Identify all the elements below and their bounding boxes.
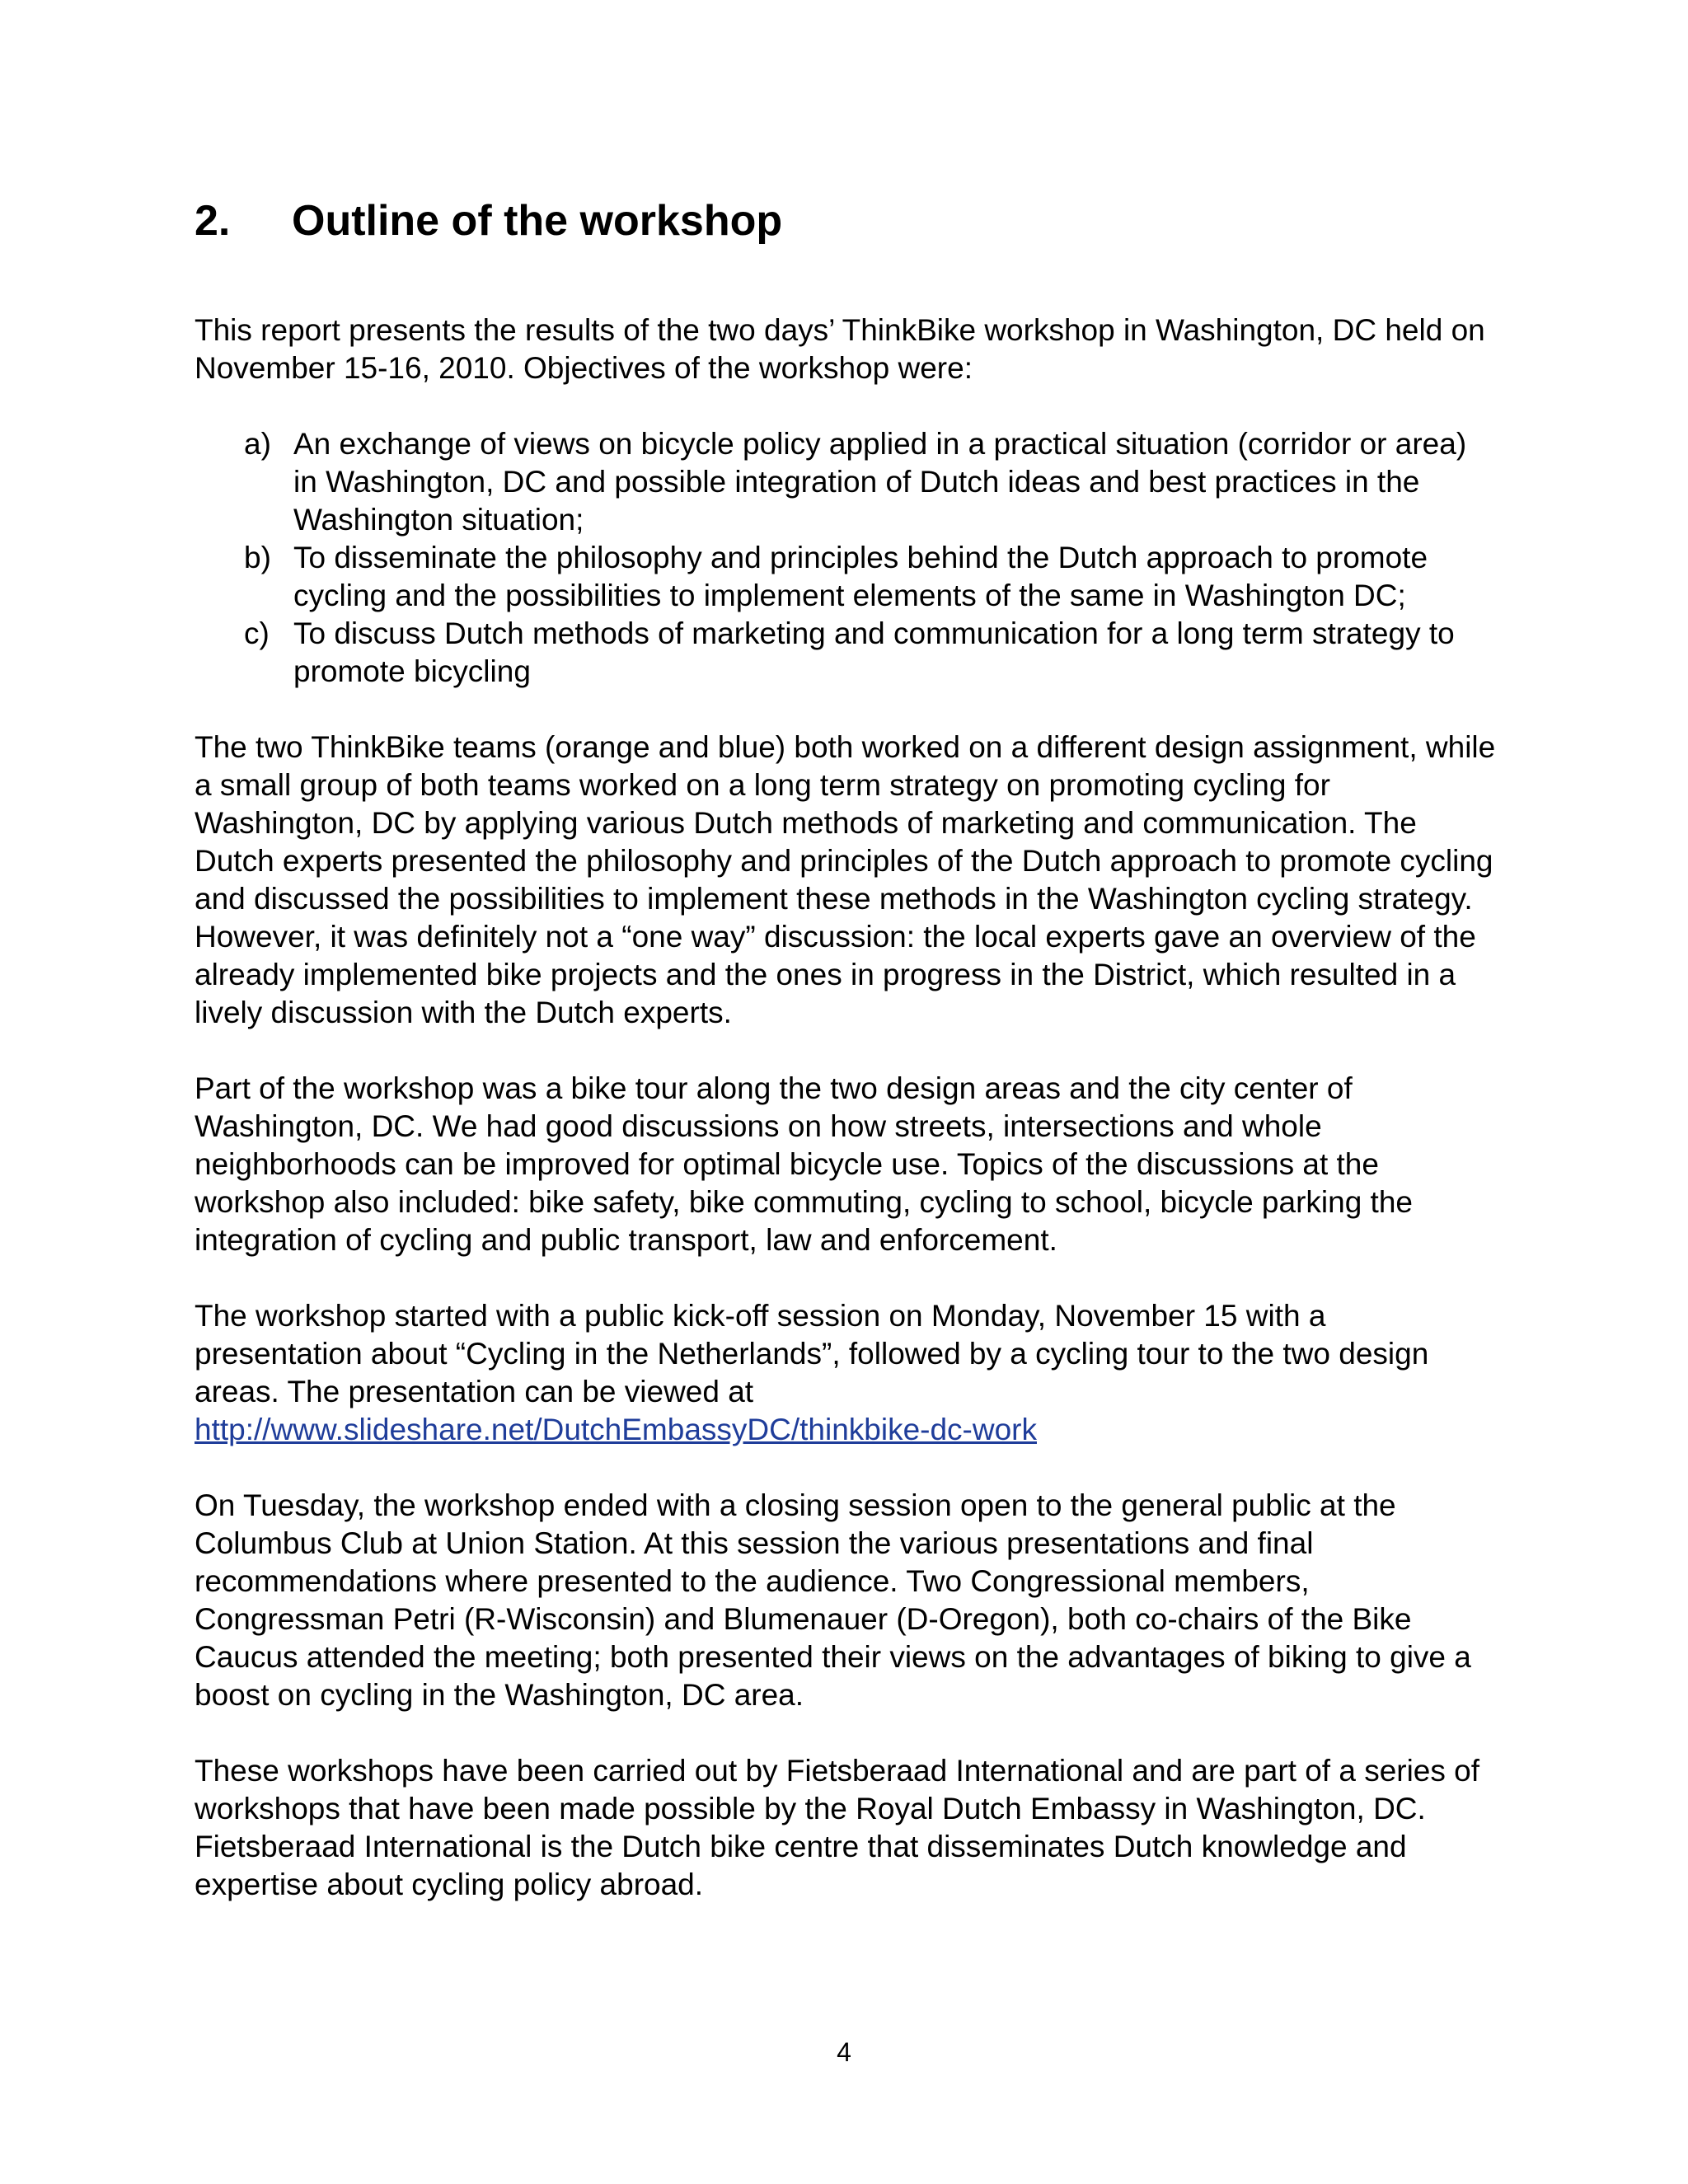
fietsberaad-paragraph: These workshops have been carried out by Fietsberaad International and are part of a series of workshops that have been made possible by the Royal Dutch Embassy in Washington, DC. Fietsberaad International is the Dutch bike centre that disseminates Dutch knowledge and expertise about cycling policy abroad. [195,1754,1480,1901]
kickoff-text: The workshop started with a public kick-off session on Monday, November 15 with a presentation about “Cycling in the Netherlands”, followed by a cycling tour to the two design areas. The presentation can be viewed at [195,1299,1429,1408]
closing-paragraph: On Tuesday, the workshop ended with a closing session open to the general public at the Columbus Club at Union Station. At this session the various presentations and final recommendations where presented to the audience. Two Congressional members, Congressman Petri (R-Wisconsin) and Blumenauer (D-Oregon), both co-chairs of the Bike Caucus attended the meeting; both presented their views on the advantages of biking to give a boost on cycling in the Washington, DC area. [195,1488,1471,1712]
section-number: 2. [195,197,231,245]
presentation-link[interactable]: http://www.slideshare.net/DutchEmbassyDC/thinkbike-dc-work [195,1413,1037,1446]
intro-paragraph: This report presents the results of the two days’ ThinkBike workshop in Washington, DC held on November 15-16, 2010. Objectives of the workshop were: [195,313,1485,385]
list-marker: c) [244,616,270,650]
section-heading [195,190,1497,252]
document-body [195,190,1497,1942]
list-item-text: To disseminate the philosophy and principles behind the Dutch approach to promote cycling and the possibilities to implement elements of the same in Washington DC; [293,541,1428,612]
page-number: 4 [837,2037,851,2067]
list-marker: b) [244,541,271,574]
teams-paragraph: The two ThinkBike teams (orange and blue) both worked on a different design assignment, while a small group of both teams worked on a long term strategy on promoting cycling for Washington, DC by applying various Dutch methods of marketing and communication. The Dutch experts presented the philosophy and principles of the Dutch approach to promote cycling and discussed the possibilities to implement these methods in the Washington cycling strategy. However, it was definitely not a “one way” discussion: the local experts gave an overview of the already implemented bike projects and the ones in progress in the District, which resulted in a lively discussion with the Dutch experts. [195,730,1496,1029]
objectives-list [195,425,1497,691]
tour-paragraph: Part of the workshop was a bike tour along the two design areas and the city center of Washington, DC. We had good discussions on how streets, intersections and whole neighborhoods can be improved for optimal bicycle use. Topics of the discussions at the workshop also included: bike safety, bike commuting, cycling to school, bicycle parking the integration of cycling and public transport, law and enforcement. [195,1071,1413,1257]
list-item-text: An exchange of views on bicycle policy applied in a practical situation (corridor or area) in Washington, DC and possible integration of Dutch ideas and best practices in the Washington situation; [293,427,1467,537]
list-item [195,425,1497,539]
list-marker: a) [244,427,271,461]
list-item [195,539,1497,615]
section-title: Outline of the workshop [292,197,783,245]
kickoff-paragraph [195,1297,1497,1449]
list-item-text: To discuss Dutch methods of marketing and communication for a long term strategy to promote bicycling [293,616,1455,688]
list-item [195,615,1497,691]
